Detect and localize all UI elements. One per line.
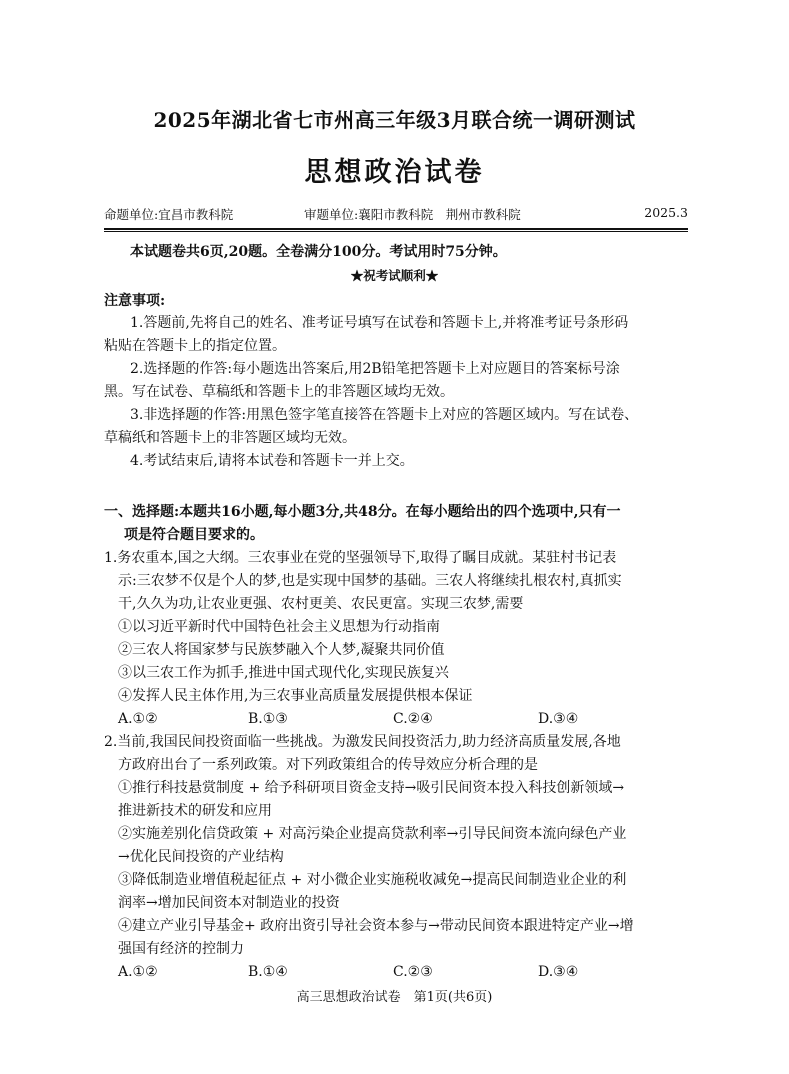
meta-row [104,205,688,223]
q1-stem-line: 示:三农梦不仅是个人的梦,也是实现中国梦的基础。三农人将继续扎根农村,真抓实 [118,573,622,589]
notice-line: 4.考试结束后,请将本试卷和答题卡一并上交。 [130,453,414,469]
notice-line: 2.选择题的作答:每小题选出答案后,用2B铅笔把答题卡上对应题目的答案标号涂 [130,361,620,377]
q1-choice-d: D.③④ [538,711,579,727]
q1-item: ①以习近平新时代中国特色社会主义思想为行动指南 [118,619,440,635]
q2-item: ④建立产业引导基金+ 政府出资引导社会资本参与→带动民间资本跟进特定产业→增 [118,918,634,934]
q1-choice-a: A.①② [118,711,158,727]
q1-item: ③以三农工作为抓手,推进中国式现代化,实现民族复兴 [118,665,449,681]
q2-item: ②实施差别化信贷政策 + 对高污染企业提高贷款利率→引导民间资本流向绿色产业 [118,826,627,842]
q2-choice-a: A.①② [118,964,158,980]
q2-item-cont: 强国有经济的控制力 [118,941,244,957]
q2-item-cont: 润率→增加民间资本对制造业的投资 [118,895,340,911]
q1-item: ④发挥人民主体作用,为三农事业高质量发展提供根本保证 [118,688,473,704]
notice-line: 1.答题前,先将自己的姓名、准考证号填写在试卷和答题卡上,并将准考证号条形码 [130,315,629,331]
section-heading-cont: 项是符合题目要求的。 [124,527,264,543]
header-rule-thin [104,231,688,232]
section-heading: 一、选择题:本题共16小题,每小题3分,共48分。在每小题给出的四个选项中,只有一 [104,504,621,520]
exam-title: 2025年湖北省七市州高三年级3月联合统一调研测试 [153,108,636,132]
q1-item: ②三农人将国家梦与民族梦融入个人梦,凝聚共同价值 [118,642,445,658]
notice-line: 粘贴在答题卡上的指定位置。 [104,338,286,354]
q1-stem-line: 干,久久为功,让农业更强、农村更美、农民更富。实现三农梦,需要 [118,596,524,612]
q2-item: ③降低制造业增值税起征点 + 对小微企业实施税收减免→提高民间制造业企业的利 [118,872,627,888]
q2-choice-d: D.③④ [538,964,579,980]
q2-stem-line: 方政府出台了一系列政策。对下列政策组合的传导效应分析合理的是 [118,757,538,773]
q2-stem-line: 2.当前,我国民间投资面临一些挑战。为激发民间投资活力,助力经济高质量发展,各地 [104,734,621,750]
notice-heading: 注意事项: [104,293,166,309]
q1-choice-c: C.②④ [393,711,433,727]
q1-choice-b: B.①③ [248,711,288,727]
q1-stem-line: 1.务农重本,国之大纲。三农事业在党的坚强领导下,取得了瞩目成就。某驻村书记表 [104,550,617,566]
exam-summary: 本试题卷共6页,20题。全卷满分100分。考试用时75分钟。 [130,244,507,260]
notice-line: 黑。写在试卷、草稿纸和答题卡上的非答题区域均无效。 [104,384,454,400]
notice-line: 草稿纸和答题卡上的非答题区域均无效。 [104,430,356,446]
q2-choice-c: C.②③ [393,964,433,980]
subject-title: 思想政治试卷 [304,157,485,188]
notice-line: 3.非选择题的作答:用黑色签字笔直接答在答题卡上对应的答题区域内。写在试卷、 [130,407,639,423]
blessing-text: ★祝考试顺利★ [350,268,439,283]
exam-date: 2025.3 [644,205,688,220]
q2-item-cont: 推进新技术的研发和应用 [118,803,272,819]
header-rule-thick [104,228,688,230]
q2-choice-b: B.①④ [248,964,288,980]
q2-item-cont: →优化民间投资的产业结构 [118,849,284,865]
proposer-text: 命题单位:宜昌市教科院 [104,207,234,222]
page-footer: 高三思想政治试卷 第1页(共6页) [296,990,493,1005]
q2-item: ①推行科技悬赏制度 + 给予科研项目资金支持→吸引民间资本投入科技创新领域→ [118,780,625,796]
reviewer-text: 审题单位:襄阳市教科院 荆州市教科院 [304,207,521,222]
